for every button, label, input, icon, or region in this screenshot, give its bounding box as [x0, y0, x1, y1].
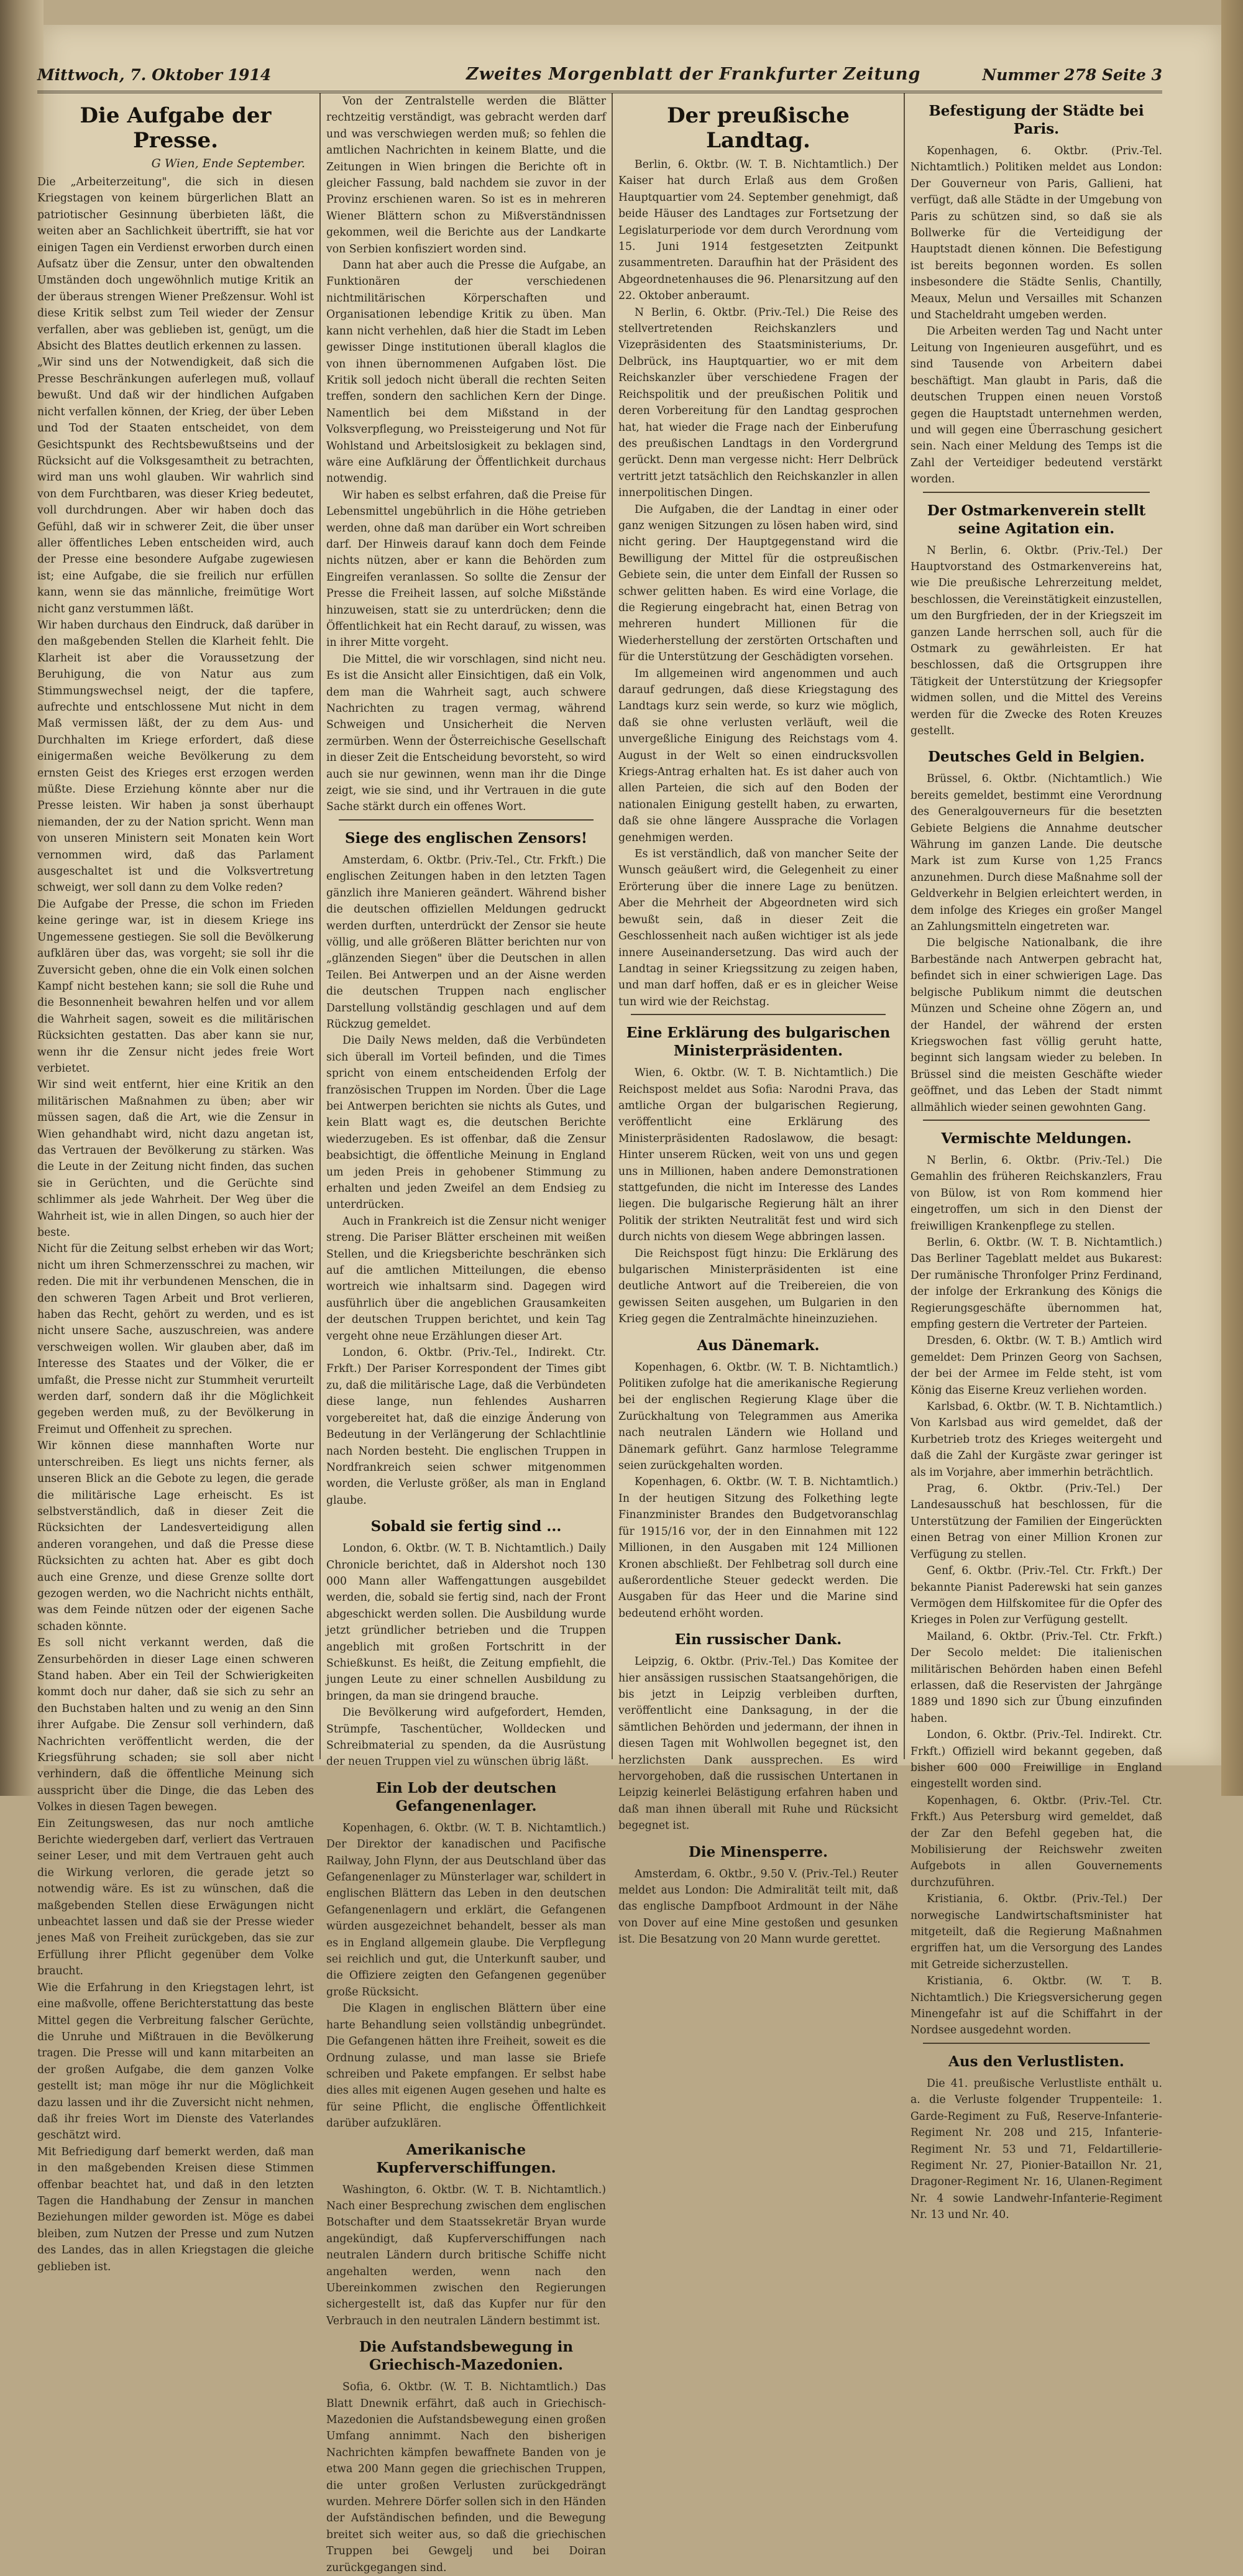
article-paragraph: Die Arbeiten werden Tag und Nacht unter Leitung von Ingenieuren ausgeführt, und es sind Tausende von Arbeitern dabei beschäftigt. Man glaubt in Paris, daß die deutschen Truppen einen neuen Vorstoß gegen die Hauptstadt unternehmen werden, und will gegen eine Überraschung gesichert sein. Nach einer Meldung des Temps ist die Zahl der Verteidiger bedeutend verstärkt worden.	[910, 325, 1162, 486]
article-paragraph: Die Daily News melden, daß die Verbündeten sich überall im Vorteil befinden, und die Times spricht von einem entscheidenden Erfolg der französischen Truppen im Norden. Über die Lage bei Antwerpen berichten sie nichts als Gutes, und kein Blatt wagt es, die deutschen Berichte wiederzugeben. Es ist offenbar, daß die Zensur beabsichtigt, die öffentliche Meinung in England um jeden Preis in gehobener Stimmung zu erhalten und jeden Zweifel an dem Endsieg zu unterdrücken.	[326, 1034, 606, 1212]
article-paragraph: Die Aufgabe der Presse, die schon im Frieden keine geringe war, ist in diesem Kriege ins Ungemessene gestiegen. Sie soll die Bevölkerung aufklären über das, was vorgeht; sie soll ihr die Zuversicht geben, ohne die ein Volk einen solchen Kampf nicht bestehen kann; sie soll die Ruhe und die Besonnenheit bewahren helfen und vor allem die Wahrheit sagen, soweit es die militärischen Rücksichten gestatten. Das aber kann sie nur, wenn ihr die Zensur nicht jedes freie Wort verbietet.	[37, 898, 314, 1075]
article-paragraph: Kopenhagen, 6. Oktbr. (W. T. B. Nichtamtlich.) Der Direktor der kanadischen und Pacifische Railway, John Flynn, der aus Deutschland über das Gefangenenlager zu Münsterlager war, schildert in englischen Blättern das Leben in den deutschen Gefangenenlagern und erklärt, die Gefangenen würden ausgezeichnet behandelt, besser als man es in England allgemein glaube. Die Verpflegung sei reichlich und gut, die Unterkunft sauber, und die Offiziere zeigten den Gefangenen gegenüber große Rücksicht.	[326, 1821, 606, 1999]
article-paragraph: Die belgische Nationalbank, die ihre Barbestände nach Antwerpen gebracht hat, befindet sich in einer schwierigen Lage. Das belgische Publikum nimmt die deutschen Münzen und Scheine ohne Zögern an, und der Handel, der während der ersten Kriegswochen fast völlig geruht hatte, beginnt sich langsam wieder zu beleben. In Brüssel sind die meisten Geschäfte wieder geöffnet, und das Leben der Stadt nimmt allmählich wieder seinen gewohnten Gang.	[910, 937, 1162, 1114]
article-paragraph: „Wir sind uns der Notwendigkeit, daß sich die Presse Beschränkungen auferlegen muß, vollauf bewußt. Und daß wir der hindlichen Aufgaben nicht verfallen können, der Krieg, der über Leben und Tod der Staaten entscheidet, von dem Gesichtspunkt des Rechtsbewußtseins und der Rücksicht auf die Volksgesamtheit zu betrachten, wird man uns wohl glauben. Wir wahrlich sind von dem Furchtbaren, was dieser Krieg bedeutet, voll durchdrungen. Aber wir haben doch das Gefühl, daß wir in schwerer Zeit, die über unser aller öffentliches Leben entscheiden wird, auch der Presse eine besondere Aufgabe zugewiesen ist; eine Aufgabe, die sie freilich nur erfüllen kann, wenn sie das männliche, freimütige Wort nicht ganz verstummen läßt.	[37, 356, 314, 615]
article-headline-minensperre: Die Minensperre.	[688, 1843, 828, 1861]
article-paragraph: Washington, 6. Oktbr. (W. T. B. Nichtamtlich.) Nach einer Besprechung zwischen dem englischen Botschafter und dem Staatssekretär Bryan wurde angekündigt, daß Kupferverschiffungen nach neutralen Ländern durch britische Schiffe nicht angehalten werden, wenn nach den Ubereinkommen zwischen den Regierungen sichergestellt ist, daß das Kupfer nur für den Verbrauch in den neutralen Ländern bestimmt ist.	[326, 2183, 606, 2327]
column-2	[326, 93, 606, 2574]
article-headline-paris: Befestigung der Städte bei Paris.	[929, 103, 1144, 137]
article-paragraph: Auch in Frankreich ist die Zensur nicht weniger streng. Die Pariser Blätter erscheinen mit weißen Stellen, und die Kriegsberichte beschränken sich auf die amtlichen Mitteilungen, die ebenso wortreich wie inhaltsarm sind. Dagegen wird ausführlich über die angeblichen Grausamkeiten der deutschen Truppen berichtet, und kein Tag vergeht ohne neue Erzählungen dieser Art.	[326, 1215, 606, 1343]
article-paragraph: Es soll nicht verkannt werden, daß die Zensurbehörden in dieser Lage einen schweren Stand haben. Aber ein Teil der Schwierigkeiten kommt doch nur daher, daß sie sich zu sehr an den Buchstaben halten und zu wenig an den Sinn ihrer Aufgabe. Die Zensur soll verhindern, daß Nachrichten veröffentlicht werden, die der Kriegsführung schaden; sie soll aber nicht verhindern, daß die öffentliche Meinung sich ausspricht über die Dinge, die das Leben des Volkes in diesen Tagen bewegen.	[37, 1637, 314, 1814]
article-paragraph: Die Aufgaben, die der Landtag in einer oder ganz wenigen Sitzungen zu lösen haben wird, sind nicht gering. Der Hauptgegenstand wird die Bewilligung der Mittel für die ostpreußischen Gebiete sein, die unter dem Einfall der Russen so schwer gelitten haben. Es wird eine Vorlage, die die Regierung eingebracht hat, einen Betrag von mehreren hundert Millionen für die Wiederherstellung der zerstörten Ortschaften und für die Unterstützung der Geschädigten vorsehen.	[618, 503, 898, 664]
masthead	[37, 60, 1162, 93]
article-paragraph: Wir haben durchaus den Eindruck, daß darüber in den maßgebenden Stellen die Klarheit fehlt. Die Klarheit ist aber die Voraussetzung der Beruhigung, die von Natur aus zum Stimmungswechsel neigt, der die tapfere, aufrechte und entschlossene Mut nicht in dem Maß vermissen läßt, der zu dem Aus- und Durchhalten im Kriege erfordert, daß diese einigermaßen weiche Bevölkerung zu dem ernsten Geist des Krieges erst erzogen werden müßte. Diese Erziehung könnte aber nur die Presse leisten. Wir haben ja sonst überhaupt niemanden, der zu der Nation spricht. Wenn man von unseren Ministern seit Monaten kein Wort vernommen wird, daß das Parlament ausgeschaltet ist und die Volksvertretung schweigt, wer soll dann zu dem Volke reden?	[37, 619, 314, 895]
article-headline-aufstand: Die Aufstandsbewegung in Griechisch-Mazedonien.	[359, 2339, 574, 2374]
article-paragraph: Amsterdam, 6. Oktbr., 9.50 V. (Priv.-Tel.) Reuter meldet aus London: Die Admiralität teilt mit, daß das englische Dampfboot Ardmount in der Nähe von Dover auf eine Mine gestoßen und gesunken ist. Die Besatzung von 20 Mann wurde gerettet.	[618, 1867, 898, 1946]
article-paragraph: Die Bevölkerung wird aufgefordert, Hemden, Strümpfe, Taschentücher, Wolldecken und Schreibmaterial zu spenden, da die Ausrüstung der neuen Truppen viel zu wünschen übrig läßt.	[326, 1706, 606, 1769]
article-paragraph: Ein Zeitungswesen, das nur noch amtliche Berichte wiedergeben darf, verliert das Vertrauen seiner Leser, und mit dem Vertrauen geht auch die Wirkung verloren, die gerade jetzt so notwendig wäre. Es ist zu wünschen, daß die maßgebenden Stellen diese Erwägungen nicht unbeachtet lassen und daß sie der Presse wieder jenes Maß von Freiheit zurückgeben, das sie zur Erfüllung ihrer Pflicht gegenüber dem Volke braucht.	[37, 1817, 314, 1978]
article-paragraph: Wir haben es selbst erfahren, daß die Preise für Lebensmittel ungebührlich in die Höhe getrieben werden, ohne daß man darüber ein Wort schreiben darf. Der Hinweis darauf kann doch dem Feinde nichts nützen, aber er kann die Behörden zum Eingreifen veranlassen. So sollte die Zensur der Presse die Freiheit lassen, auf solche Mißstände hinzuweisen, statt sie zu unterdrücken; denn die Öffentlichkeit hat ein Recht darauf, zu wissen, was in ihrer Mitte vorgeht.	[326, 489, 606, 650]
article-headline-vermischte: Vermischte Meldungen.	[941, 1129, 1132, 1147]
article-headline-belgien: Deutsches Geld in Belgien.	[928, 748, 1145, 766]
article-paragraph: Brüssel, 6. Oktbr. (Nichtamtlich.) Wie bereits gemeldet, bestimmt eine Verordnung des Generalgouverneurs für die besetzten Gebiete Belgiens die Annahme deutscher Währung im ganzen Lande. Die deutsche Mark ist zum Kurse von 1,25 Francs anzunehmen. Durch diese Maßnahme soll der Geldverkehr in Belgien erleichtert werden, in dem infolge des Krieges ein großer Mangel an Zahlungsmitteln eingetreten war.	[910, 773, 1162, 934]
article-paragraph: Mit Befriedigung darf bemerkt werden, daß man in den maßgebenden Kreisen diese Stimmen offenbar beachtet hat, und daß in den letzten Tagen die Handhabung der Zensur in manchen Beziehungen milder geworden ist. Möge es dabei bleiben, zum Nutzen der Presse und zum Nutzen des Landes, das in allen Kriegstagen die gleiche geblieben ist.	[37, 2145, 314, 2273]
page-edge	[1221, 0, 1243, 1796]
news-item: Berlin, 6. Oktbr. (W. T. B. Nichtamtlich.) Das Berliner Tageblatt meldet aus Bukarest: Der rumänische Thronfolger Prinz Ferdinand, der infolge der Erkrankung des Königs die Regierungsgeschäfte übernommen hat, empfing gestern die Vertreter der Parteien.	[910, 1236, 1162, 1331]
article-paragraph: Die „Arbeiterzeitung", die sich in diesen Kriegstagen von keinem bürgerlichen Blatt an patriotischer Gesinnung überbieten läßt, die weiten aber an Sachlichkeit übertrifft, sie hat vor einigen Tagen ein Verdienst erworben durch einen Aufsatz über die Zensur, unter den obwaltenden Umständen doch ungewöhnlich mutige Kritik an der überaus strengen Wiener Preßzensur. Wohl ist diese Kritik selbst zum Teil wieder der Zensur verfallen, aber was geblieben ist, genügt, um die Absicht des Blattes deutlich erkennen zu lassen.	[37, 176, 314, 353]
article-paragraph: London, 6. Oktbr. (W. T. B. Nichtamtlich.) Daily Chronicle berichtet, daß in Aldershot noch 130 000 Mann aller Waffengattungen ausgebildet werden, die, sobald sie fertig sind, nach der Front abgeschickt werden sollen. Die Ausbildung wurde jetzt gründlicher betrieben und die Truppen angeblich mit großen Fortschritt in der Schießkunst. Es heißt, die Zeitung empfiehlt, die jungen Leute zu einer schnellen Ausbildung zu bringen, da man sie dringend brauche.	[326, 1542, 606, 1703]
news-item: London, 6. Oktbr. (Priv.-Tel. Indirekt. Ctr. Frkft.) Offiziell wird bekannt gegeben, daß bisher 600 000 Freiwillige in England eingestellt worden sind.	[910, 1729, 1162, 1791]
article-headline-dank: Ein russischer Dank.	[674, 1631, 842, 1649]
section-divider	[923, 492, 1150, 493]
news-item: Dresden, 6. Oktbr. (W. T. B.) Amtlich wird gemeldet: Dem Prinzen Georg von Sachsen, der bei der Armee im Felde steht, ist vom König das Eiserne Kreuz verliehen worden.	[910, 1335, 1162, 1397]
article-paragraph: Wien, 6. Oktbr. (W. T. B. Nichtamtlich.) Die Reichspost meldet aus Sofia: Narodni Prava, das amtliche Organ der bulgarischen Regierung, veröffentlicht eine Erklärung des Ministerpräsidenten Radoslawow, die besagt: Hinter unserem Rücken, weit von uns und gegen uns in Millionen, haben andere Demonstrationen stattgefunden, die nicht im Interesse des Landes liegen. Die bulgarische Regierung hält an ihrer Politik der strikten Neutralität fest und wird sich durch nichts von diesem Wege abbringen lassen.	[618, 1067, 898, 1244]
article-paragraph: Wir können diese mannhaften Worte nur unterschreiben. Es liegt uns nichts ferner, als unseren Blick an die Gebote zu legen, die gerade die militärische Lage erheischt. Es ist selbstverständlich, daß in dieser Zeit die Rücksichten der Landesverteidigung allen anderen vorangehen, und daß die Presse diese Rücksichten zu achten hat. Aber es gibt doch auch eine Grenze, und diese Grenze sollte dort gezogen werden, wo die Nachricht nichts enthält, was dem Feinde nützen oder der eigenen Sache schaden könnte.	[37, 1440, 314, 1633]
article-paragraph: Die 41. preußische Verlustliste enthält u. a. die Verluste folgender Truppenteile: 1. Garde-Regiment zu Fuß, Reserve-Infanterie-Regiment Nr. 208 und 215, Infanterie-Regiment Nr. 53 und 71, Feldartillerie-Regiment Nr. 27, Pionier-Bataillon Nr. 21, Dragoner-Regiment Nr. 16, Ulanen-Regiment Nr. 4 sowie Landwehr-Infanterie-Regiment Nr. 13 und Nr. 40.	[910, 2077, 1162, 2222]
news-item: Mailand, 6. Oktbr. (Priv.-Tel. Ctr. Frkft.) Der Secolo meldet: Die italienischen militärischen Behörden haben einen Befehl erlassen, daß die Reservisten der Jahrgänge 1889 und 1890 sich zur Übung einzufinden haben.	[910, 1630, 1162, 1725]
article-headline-ostmarken: Der Ostmarkenverein stellt seine Agitation ein.	[927, 502, 1146, 537]
article-paragraph: Kopenhagen, 6. Oktbr. (W. T. B. Nichtamtlich.) In der heutigen Sitzung des Folkething legte Finanzminister Brandes den Budgetvoranschlag für 1915/16 vor, der in den Einnahmen mit 122 Millionen, in den Ausgaben mit 124 Millionen Kronen abschließt. Der Fehlbetrag soll durch eine außerordentliche Steuer gedeckt werden. Die Ausgaben für das Heer und die Marine sind bedeutend erhöht worden.	[618, 1476, 898, 1620]
article-headline-zensor: Siege des englischen Zensors!	[345, 829, 587, 847]
article-paragraph: London, 6. Oktbr. (Priv.-Tel., Indirekt. Ctr. Frkft.) Der Pariser Korrespondent der Times gibt zu, daß die militärische Lage, daß die Verbündeten diese lange, nun fehlendes Ausharren vorgebereitet hat, daß die einzige Änderung von Bedeutung in der Verlängerung der Schlachtlinie nach Norden besteht. Die englischen Truppen in Nordfrankreich seien schwer mitgenommen worden, die Verluste größer, als man in England glaube.	[326, 1346, 606, 1507]
masthead-date: Mittwoch, 7. Oktober 1914	[37, 66, 272, 84]
news-item: Genf, 6. Oktbr. (Priv.-Tel. Ctr. Frkft.) Der bekannte Pianist Paderewski hat sein ganzes Vermögen dem Hilfskomitee für die Opfer des Krieges in Polen zur Verfügung gestellt.	[910, 1565, 1162, 1627]
article-paragraph: N Berlin, 6. Oktbr. (Priv.-Tel.) Die Reise des stellvertretenden Reichskanzlers und Vizepräsidenten des Staatsministeriums, Dr. Delbrück, ins Hauptquartier, wo er mit dem Reichskanzler über verschiedene Fragen der Reichspolitik und der preußischen Politik und deren Vorbereitung für den Landtag gesprochen hat, hat wieder die Frage nach der Einberufung des preußischen Landtags in den Vordergrund gerückt. Denn man vergesse nicht: Herr Delbrück vertritt jetzt tatsächlich den Reichskanzler in allen innerpolitischen Dingen.	[618, 306, 898, 500]
article-headline-fertig: Sobald sie fertig sind ...	[370, 1518, 562, 1535]
article-paragraph: Wir sind weit entfernt, hier eine Kritik an den militärischen Maßnahmen zu üben; aber wir müssen sagen, daß die Art, wie die Zensur in Wien gehandhabt wird, nicht dazu angetan ist, das Vertrauen der Bevölkerung zu stärken. Was die Leute in der Zeitung nicht finden, das suchen sie in Gerüchten, und die Gerüchte sind schlimmer als jede Wahrheit. Der Weg über die Wahrheit ist, wie in allen Dingen, so auch hier der beste.	[37, 1079, 314, 1239]
article-paragraph: Berlin, 6. Oktbr. (W. T. B. Nichtamtlich.) Der Kaiser hat durch Erlaß aus dem Großen Hauptquartier vom 24. September genehmigt, daß beide Häuser des Landtages zur Fortsetzung der Legislaturperiode vor dem durch Verordnung vom 15. Juni 1914 festgesetzten Zeitpunkt zusammentreten. Daraufhin hat der Präsident des Abgeordnetenhauses die 96. Plenarsitzung auf den 22. Oktober anberaumt.	[618, 159, 898, 303]
column-3	[618, 93, 898, 1946]
article-paragraph: Kopenhagen, 6. Oktbr. (Priv.-Tel. Nichtamtlich.) Politiken meldet aus London: Der Gouverneur von Paris, Gallieni, hat verfügt, daß alle Städte in der Umgebung von Paris zu schützen sind, so daß sie als Bollwerke für die Verteidigung der Hauptstadt dienen können. Die Befestigung ist bereits begonnen worden. Es sollen insbesondere die Städte Senlis, Chantilly, Meaux, Melun und Versailles mit Schanzen und Stacheldraht umgeben werden.	[910, 145, 1162, 322]
article-headline-bulgarien: Eine Erklärung des bulgarischen Ministerpräsidenten.	[626, 1024, 891, 1060]
news-item: Kristiania, 6. Oktbr. (W. T. B. Nichtamtlich.) Die Kriegsversicherung gegen Minengefahr ist auf die Schiffahrt in der Nordsee ausgedehnt worden.	[910, 1975, 1162, 2037]
news-item: N Berlin, 6. Oktbr. (Priv.-Tel.) Die Gemahlin des früheren Reichskanzlers, Frau von Bülow, ist von Rom kommend hier eingetroffen, um sich in den Dienst der freiwilligen Krankenpflege zu stellen.	[910, 1154, 1162, 1233]
section-divider	[923, 1120, 1150, 1121]
article-headline-presse: Die Aufgabe der Presse.	[80, 103, 272, 153]
article-paragraph: Wie die Erfahrung in den Kriegstagen lehrt, ist eine maßvolle, offene Berichterstattung das beste Mittel gegen die Verbreitung falscher Gerüchte, die Unruhe und Mißtrauen in die Bevölkerung tragen. Die Presse will und kann mitarbeiten an der großen Aufgabe, die dem ganzen Volke gestellt ist; man möge ihr nur die Möglichkeit dazu lassen und ihr die Zuversicht nicht nehmen, daß ihr freies Wort im Dienste des Vaterlandes geschätzt wird.	[37, 1981, 314, 2142]
masthead-page-number: Nummer 278 Seite 3	[982, 66, 1162, 84]
section-divider	[339, 819, 594, 821]
column-1	[37, 93, 314, 2273]
article-paragraph: Kopenhagen, 6. Oktbr. (W. T. B. Nichtamtlich.) Politiken zufolge hat die amerikanische Regierung bei der englischen Regierung Klage über die Zurückhaltung von Telegrammen aus Amerika nach neutralen Ländern wie Holland und Dänemark geführt. Ganz harmlose Telegramme seien zurückgehalten worden.	[618, 1361, 898, 1473]
article-headline-daenemark: Aus Dänemark.	[697, 1336, 820, 1354]
column-rule	[319, 93, 321, 1759]
article-paragraph: Im allgemeinen wird angenommen und auch darauf gedrungen, daß diese Kriegstagung des Landtags kurz sein werde, so kurz wie möglich, daß sie ohne verlusten verläuft, weil die unvergeßliche Einigung des Reichstags vom 4. August in der Welt so einen eindrucksvollen Kriegs-Antrag erhalten hat. Es ist daher auch von allen Parteien, die sich auf den Boden der nationalen Einigung gestellt haben, zu erwarten, daß sie ohne längere Aussprache die Vorlagen genehmigen werden.	[618, 667, 898, 844]
article-paragraph: Von der Zentralstelle werden die Blätter rechtzeitig verständigt, was gebracht werden darf und was verschwiegen werden muß; so fehlen die amtlichen Nachrichten in keinem Blatte, und die Zeitungen in Wien bringen die Berichte oft in gleicher Fassung, bald nachdem sie zuvor in der Provinz erschienen waren. So ist es in mehreren Wiener Blättern schon zu Mißverständnissen gekommen, weil die Berichte aus der Landkarte von Serbien konfisziert worden sind.	[326, 95, 606, 255]
masthead-edition: Zweites Morgenblatt der Frankfurter Zeitung	[466, 65, 921, 84]
column-rule	[904, 93, 905, 1759]
news-item: Kristiania, 6. Oktbr. (Priv.-Tel.) Der norwegische Landwirtschaftsminister hat mitgeteilt, daß die Regierung Maßnahmen ergriffen hat, um die Versorgung des Landes mit Getreide sicherzustellen.	[910, 1893, 1162, 1971]
article-dateline: G Wien, Ende September.	[151, 157, 305, 170]
article-paragraph: Es ist verständlich, daß von mancher Seite der Wunsch geäußert wird, die Gelegenheit zu einer Erörterung über die innere Lage zu benützen. Aber die Mehrheit der Abgeordneten wird sich bewußt sein, daß in dieser Zeit die Geschlossenheit nach außen wichtiger ist als jede innere Auseinandersetzung. Das wird auch der Landtag in seiner Kriegssitzung zu zeigen haben, und man darf hoffen, daß er es in gleicher Weise tun wird wie der Reichstag.	[618, 848, 898, 1008]
article-paragraph: Die Klagen in englischen Blättern über eine harte Behandlung seien vollständig unbegründet. Die Gefangenen hätten ihre Freiheit, soweit es die Ordnung zulasse, und man lasse sie Briefe schreiben und Pakete empfangen. Er selbst habe dies alles mit eigenen Augen gesehen und halte es für seine Pflicht, die englische Öffentlichkeit darüber aufzuklären.	[326, 2002, 606, 2130]
article-headline-landtag: Der preußische Landtag.	[667, 103, 850, 153]
article-paragraph: Nicht für die Zeitung selbst erheben wir das Wort; nicht um ihren Schmerzensschrei zu machen, wir reden. Die mit ihr verbundenen Menschen, die in den schweren Tagen Arbeit und Brot verlieren, haben das Recht, gehört zu werden, und es ist nicht unsere Sache, auszuschreien, was andere verschweigen wollen. Wir glauben aber, daß im Interesse des Staates und der Völker, die er umfaßt, die Presse nicht zur Stummheit verurteilt werden darf, sondern daß ihr die Möglichkeit gegeben werden muß, zu der Bevölkerung in Freimut und Offenheit zu sprechen.	[37, 1243, 314, 1436]
article-headline-gefangenenlager: Ein Lob der deutschen Gefangenenlager.	[375, 1779, 557, 1815]
article-paragraph: Amsterdam, 6. Oktbr. (Priv.-Tel., Ctr. Frkft.) Die englischen Zeitungen haben in den letzten Tagen gänzlich ihre Manieren geändert. Während bisher die deutschen offiziellen Meldungen gedruckt werden durften, unterdrückt der Zensor sie heute völlig, und alle größeren Blätter berichten nur von „glänzenden Siegen" über die Deutschen in allen Teilen. Bei Antwerpen und an der Aisne werden die deutschen Truppen nach englischer Darstellung vollständig geschlagen und auf dem Rückzug gemeldet.	[326, 853, 606, 1031]
article-paragraph: Leipzig, 6. Oktbr. (Priv.-Tel.) Das Komitee der hier ansässigen russischen Staatsangehörigen, die bis jetzt in Leipzig verbleiben durften, veröffentlicht eine Danksagung, in der die sämtlichen Behörden und jedermann, der ihnen in diesen Tagen mit Wohlwollen begegnet ist, den herzlichsten Dank aussprechen. Es wird hervorgehoben, daß die russischen Untertanen in Leipzig keinerlei Belästigung erfahren haben und daß man ihnen überall mit Ruhe und Rücksicht begegnet ist.	[618, 1655, 898, 1833]
article-paragraph: Sofia, 6. Oktbr. (W. T. B. Nichtamtlich.) Das Blatt Dnewnik erfährt, daß auch in Griechisch-Mazedonien die Aufstandsbewegung einen großen Umfang annimmt. Nach den bisherigen Nachrichten kämpfen bewaffnete Banden von je etwa 200 Mann gegen die griechischen Truppen, die unter großen Verlusten zurückgedrängt wurden. Mehrere Dörfer sollen sich in den Händen der Aufständischen befinden, und die Bewegung breitet sich weiter aus, so daß die griechischen Truppen bei Gewgelj und bei Doiran zurückgegangen sind.	[326, 2381, 606, 2574]
article-headline-kupfer: Amerikanische Kupferverschiffungen.	[376, 2141, 556, 2176]
article-paragraph: Dann hat aber auch die Presse die Aufgabe, an Funktionären der verschiedenen nichtmilitärischen Körperschaften und Organisationen lebendige Kritik zu üben. Man kann nicht verhehlen, daß hier die Stadt im Leben gewisser Dinge institutionen überall klaglos die von ihnen übernommenen Aufgaben löst. Die Kritik soll jedoch nicht überall die rechten Seiten treffen, sondern den sachlichen Kern der Dinge. Namentlich bei dem Mißstand in der Volksverpflegung, wo Preissteigerung und Not für Wohlstand und Arbeitslosigkeit zu beklagen sind, wäre eine Aufklärung der Öffentlichkeit durchaus notwendig.	[326, 259, 606, 485]
section-divider	[923, 2043, 1150, 2044]
article-body	[37, 174, 314, 2275]
news-item: Prag, 6. Oktbr. (Priv.-Tel.) Der Landesausschuß hat beschlossen, für die Unterstützung der Familien der Eingerückten einen Betrag von einer Million Kronen zur Verfügung zu stellen.	[910, 1483, 1162, 1561]
article-paragraph: N Berlin, 6. Oktbr. (Priv.-Tel.) Der Hauptvorstand des Ostmarkenvereins hat, wie Die preußische Lehrerzeitung meldet, beschlossen, die Vereinstätigkeit einzustellen, um den Burgfrieden, der in der Kriegszeit im ganzen Lande herrschen soll, auch für die Ostmark zu gewährleisten. Er hat beschlossen, daß die Ortsgruppen ihre Tätigkeit der Unterstützung der Kriegsopfer widmen sollen, und die Mittel des Vereins werden für die Zwecke des Roten Kreuzes gestellt.	[910, 544, 1162, 737]
section-divider	[631, 1014, 886, 1015]
column-rule	[612, 93, 613, 1759]
column-4	[910, 93, 1162, 2222]
news-item: Karlsbad, 6. Oktbr. (W. T. B. Nichtamtlich.) Von Karlsbad aus wird gemeldet, daß der Kurbetrieb trotz des Krieges weitergeht und daß die Zahl der Kurgäste zwar geringer ist als im Vorjahre, aber immerhin beträchtlich.	[910, 1401, 1162, 1479]
news-item: Kopenhagen, 6. Oktbr. (Priv.-Tel. Ctr. Frkft.) Aus Petersburg wird gemeldet, daß der Zar den Befehl gegeben hat, die Mobilisierung der Reichswehr zweiten Aufgebots in allen Gouvernements durchzuführen.	[910, 1794, 1162, 1889]
article-paragraph: Die Reichspost fügt hinzu: Die Erklärung des bulgarischen Ministerpräsidenten ist eine deutliche Antwort auf die Treibereien, die von gewissen Seiten ausgehen, um Bulgarien in den Krieg gegen die Zentralmächte hineinzuziehen.	[618, 1247, 898, 1326]
article-headline-verlustlisten: Aus den Verlustlisten.	[948, 2053, 1124, 2070]
article-paragraph: Die Mittel, die wir vorschlagen, sind nicht neu. Es ist die Ansicht aller Einsichtigen, daß ein Volk, dem man die Wahrheit sagt, auch schwere Nachrichten zu tragen vermag, während Schweigen und Unsicherheit die Nerven zermürben. Wenn der Österreichische Gesellschaft in dieser Zeit die Entscheidung bevorsteht, so wird auch sie nur gewinnen, wenn man ihr die Dinge zeigt, wie sie sind, und ihr Vertrauen in die gute Sache stärkt durch ein offenes Wort.	[326, 653, 606, 814]
